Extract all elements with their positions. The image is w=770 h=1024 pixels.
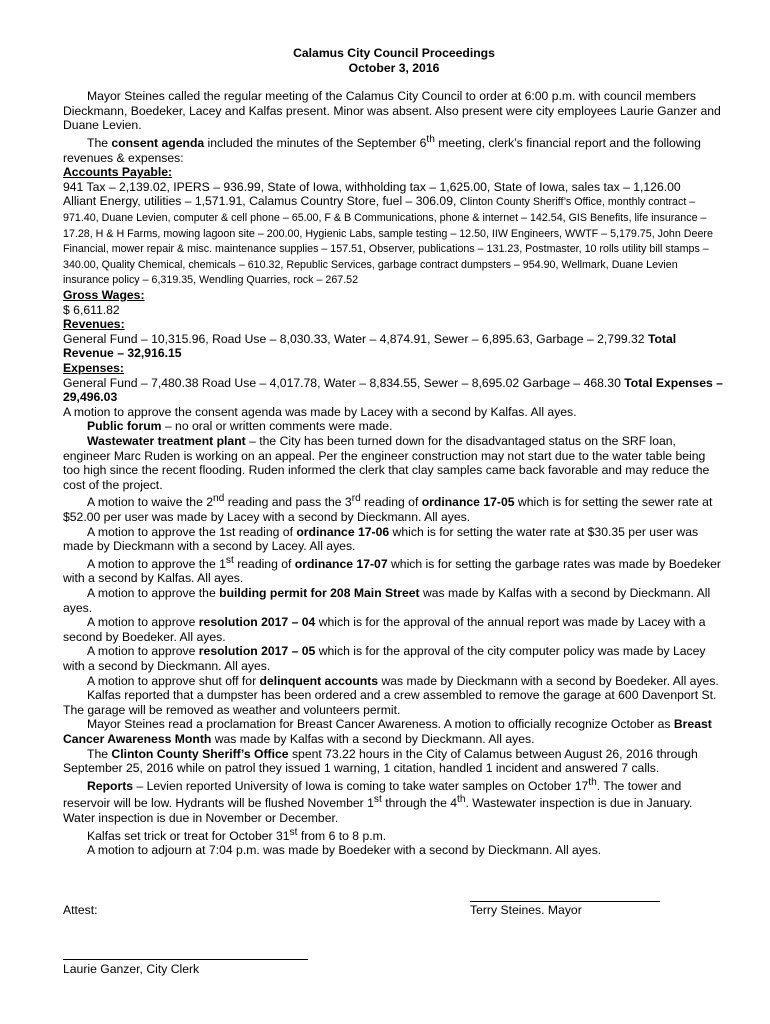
mayor-signature-name: Terry Steines. Mayor: [470, 903, 582, 917]
revenues-total: Total Revenue – 32,916.15: [63, 331, 677, 361]
consent-motion: A motion to approve the consent agenda was made by Lacey with a second by Kalfas. All ayes.: [63, 404, 577, 419]
attest-label: Attest:: [63, 903, 98, 917]
breast-cancer-paragraph: Mayor Steines read a proclamation for Breast Cancer Awareness. A motion to officially recognize October as Breast Cancer Awareness Month was made by Kalfas with a second by Dieckmann. All ayes.: [63, 717, 712, 746]
gross-wages-heading: Gross Wages:: [63, 287, 145, 302]
intro-paragraph: Mayor Steines called the regular meeting of the Calamus City Council to order at 6:00 p.m. with council members Dieckmann, Boedeker, Lacey and Kalfas present. Minor was absent. Also present were city employees Laurie Ganzer and Duane Levien.: [63, 89, 721, 133]
dumpster-paragraph: Kalfas reported that a dumpster has been ordered and a crew assembled to remove the garage at 600 Davenport St. The garage will be removed as weather and volunteers permit.: [63, 688, 717, 717]
expenses-heading: Expenses:: [63, 360, 124, 375]
resolution-05-paragraph: A motion to approve resolution 2017 – 05 which is for the approval of the city computer policy was made by Lacey with a second by Dieckmann. All ayes.: [63, 644, 706, 673]
reports-paragraph: Reports – Levien reported University of Iowa is coming to take water samples on October 17th. The tower and reservoir will be low. Hydrants will be flushed November 1st through the 4th. Wastewater inspection is due in January. Water inspection is due in November or December.: [63, 776, 693, 825]
delinquent-accounts-paragraph: A motion to approve shut off for delinquent accounts was made by Dieckmann with a second by Boedeker. All ayes.: [87, 673, 719, 688]
accounts-payable-line-1: 941 Tax – 2,139.02, IPERS – 936.99, State of Iowa, withholding tax – 1,625.00, State of Iowa, sales tax – 1,126.00: [63, 179, 681, 194]
gross-wages-value: $ 6,611.82: [63, 302, 120, 317]
expenses-text: General Fund – 7,480.38 Road Use – 4,017.78, Water – 8,834.55, Sewer – 8,695.02 Garbage – 468.30 Total Expenses – 29,496.03: [63, 375, 723, 405]
sheriff-paragraph: The Clinton County Sheriff’s Office spent 73.22 hours in the City of Calamus between August 26, 2016 through September 25, 2016 while on patrol they issued 1 warning, 1 citation, handled 1 incident and answered 7 calls.: [63, 746, 698, 776]
document-date: October 3, 2016: [348, 60, 440, 75]
building-permit-paragraph: A motion to approve the building permit for 208 Main Street was made by Kalfas with a second by Dieckmann. All ayes.: [63, 585, 711, 615]
adjourn-paragraph: A motion to adjourn at 7:04 p.m. was made by Boedeker with a second by Dieckmann. All ayes.: [87, 843, 602, 858]
revenues-text: General Fund – 10,315.96, Road Use – 8,030.33, Water – 4,874.91, Sewer – 6,895.63, Garbage – 2,799.32 Total Revenue – 32,916.15: [63, 331, 677, 361]
ordinance-17-05-paragraph: A motion to waive the 2nd reading and pass the 3rd reading of ordinance 17-05 which is for setting the sewer rate at $52.00 per user was made by Lacey with a second by Dieckmann. All ayes.: [63, 493, 713, 524]
consent-paragraph: The consent agenda included the minutes of the September 6th meeting, clerk’s financial report and the following revenues & expenses:: [63, 133, 701, 165]
public-forum-paragraph: Public forum – no oral or written comments were made.: [87, 419, 393, 434]
resolution-04-paragraph: A motion to approve resolution 2017 – 04 which is for the approval of the annual report was made by Lacey with a second by Boedeker. All ayes.: [63, 615, 706, 644]
expenses-total: Total Expenses – 29,496.03: [63, 375, 723, 405]
document-title: Calamus City Council Proceedings: [293, 46, 495, 60]
document-body: [63, 46, 725, 858]
clerk-signature-line: [63, 959, 308, 960]
clerk-signature-name: Laurie Ganzer, City Clerk: [63, 962, 200, 976]
mayor-signature-line: [470, 901, 660, 902]
trick-or-treat-paragraph: Kalfas set trick or treat for October 31st from 6 to 8 p.m.: [87, 826, 387, 843]
ordinance-17-07-paragraph: A motion to approve the 1st reading of ordinance 17-07 which is for setting the garbage rates was made by Boedeker with a second by Kalfas. All ayes.: [63, 554, 721, 586]
wastewater-paragraph: Wastewater treatment plant – the City has been turned down for the disadvantaged status on the SRF loan, engineer Marc Ruden is working on an appeal. Per the engineer construction may not start due to the water table being too high since the recent flooding. Ruden informed the clerk that clay samples came back favorable and may reduce the cost of the project.: [63, 433, 710, 492]
ordinance-17-06-paragraph: A motion to approve the 1st reading of ordinance 17-06 which is for setting the water rate at $30.35 per user was made by Dieckmann with a second by Lacey. All ayes.: [63, 524, 699, 554]
consent-agenda-term: consent agenda: [111, 136, 205, 151]
accounts-payable-heading: Accounts Payable:: [63, 165, 173, 180]
accounts-payable-details: Alliant Energy, utilities – 1,571.91, Calamus Country Store, fuel – 306.09, Clinton County Sheriff’s Office, monthly contract – 971.40, Duane Levien, computer & cell phone – 65.00, F & B Communications, phone & internet – 142.54, GIS Benefits, life insurance – 17.28, H & H Farms, mowing lagoon site – 200.00, Hygienic Labs, sample testing – 12.50, IIW Engineers, WWTF – 5,179.75, John Deere Financial, mower repair & misc. maintenance supplies – 157.51, Observer, publications – 131.23, Postmaster, 10 rolls utility bill stamps – 340.00, Quality Chemical, chemicals – 610.32, Republic Services, garbage contract dumpsters – 954.90, Wellmark, Duane Levien insurance policy – 6,319.35, Wendling Quarries, rock – 267.52: [63, 194, 713, 287]
revenues-heading: Revenues:: [63, 317, 125, 332]
